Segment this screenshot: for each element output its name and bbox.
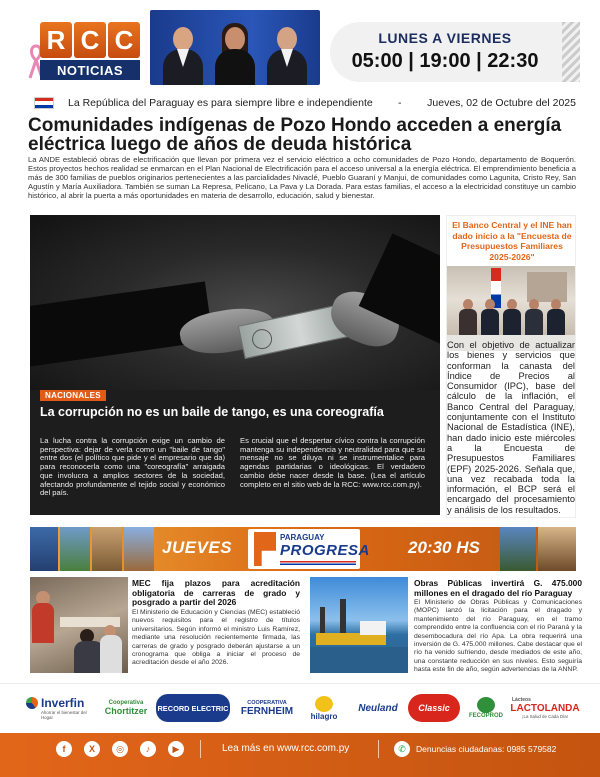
sponsor-inverfin-sub: Ahorrar el bienestar del Hogar (41, 710, 87, 720)
sponsor-fernheim[interactable] (236, 694, 298, 722)
rcc-logo[interactable] (28, 18, 146, 84)
tagline-separator: - (398, 97, 402, 109)
sponsor-hilagro-name: hilagro (310, 711, 338, 721)
news-title[interactable]: Obras Públicas invertirá G. 475.000 millones en el dragado del río Paraguay (414, 578, 582, 598)
sponsor-lactolanda-sub: ¡La Salud de Cada Día! (522, 714, 568, 719)
schedule-days: LUNES A VIERNES (378, 30, 512, 46)
tiktok-icon[interactable]: ♪ (140, 741, 156, 757)
progresa-name: PROGRESA (280, 542, 370, 559)
stripes-decoration (562, 22, 580, 82)
news-text: El Ministerio de Obras Públicas y Comunicaciones (MOPC) lanzó la licitación para el dragado y mantenimiento del río Paraguay, en el tramo comprendido entre la confluencia con el río Paraná y la desembocadura del río Apa. La obra requerirá una inversión de G. 475.000 millones. Cabe destacar que el río ha venido sufriendo, desde mediados de este año, una constante reducción en sus niveles. Esto seguiría hasta este fin de año, según advertencias de la ANNP. (414, 599, 582, 674)
host-figure (212, 23, 258, 85)
sponsor-inverfin[interactable] (26, 694, 94, 722)
sponsor-lactolanda-top: Lácteos (512, 697, 531, 703)
logo-noticias: NOTICIAS (40, 60, 140, 80)
feature-title[interactable]: La corrupción no es un baile de tango, es una coreografía (40, 405, 384, 419)
sponsor-fecoprod[interactable] (466, 694, 506, 722)
news-item[interactable] (30, 577, 300, 677)
complaints-line[interactable]: Denuncias ciudadanas: 0985 579582 (416, 744, 557, 754)
sponsors-strip (0, 683, 600, 731)
logo-letter: R (40, 22, 72, 58)
corruption-photo (30, 215, 440, 390)
dredging-photo (310, 577, 408, 673)
sponsor-chortitzer[interactable] (100, 694, 152, 722)
classroom-photo (30, 577, 128, 673)
main-lead: La ANDE estableció obras de electrificación que llevan por primera vez el servicio eléctrico a ocho comunidades de Pozo Hondo, departamento de Boquerón. Estos proyectos hechos realidad se enmarcan en el Plan Nacional de Electrificación para el acceso universal a la energía eléctrica. El emprendimiento beneficia a más de 300 familias de pueblos originarios pertenecientes a las parcialidades Nivaclé, Pueblo Guaraní y Manjui, de comunidades como Lagunita, Cristo Rey, San Agustín y María Auxiliadora. También se suman La Represa, Pelícano, La Pava y La Dorada. Para estas familias, el acceso a la electricidad constituye un cambio histórico, al abrir la puerta a más oportunidades en materia de desarrollo, educación, salud y bienestar. (28, 155, 576, 200)
schedule-hours: 05:00 | 19:00 | 22:30 (351, 50, 539, 72)
progresa-logo (248, 529, 370, 569)
sponsor-fernheim-name: FERNHEIM (240, 705, 294, 717)
banner-day: JUEVES (162, 538, 233, 557)
side-article[interactable] (446, 215, 576, 518)
sponsor-record[interactable]: RECORD ELECTRIC (156, 694, 230, 722)
side-title[interactable]: El Banco Central y el INE han dado inicio a la "Encuesta de Presupuestos Familiares 2025-2026" (452, 220, 572, 262)
read-more-link[interactable]: Lea más en www.rcc.com.py (222, 743, 350, 754)
sponsor-fecoprod-name: FECOPROD (468, 713, 503, 719)
feature-column-1: La lucha contra la corrupción exige un cambio de perspectiva: dejar de verla como un "baile de tango" entre dos (el político que pide y el empresario que da) para reconocerla como una "coreografía" arraigada que involucra a amplios sectores de la sociedad, afectando profundamente el tejido social y económico del país. (40, 436, 225, 498)
whatsapp-icon[interactable]: ✆ (394, 741, 410, 757)
paraguay-progresa-banner[interactable] (30, 527, 576, 571)
sponsor-classic[interactable]: Classic (408, 694, 460, 722)
host-figure (264, 23, 310, 85)
progresa-top: PARAGUAY (280, 533, 325, 542)
sponsor-lactolanda-name: LACTOLANDA (510, 703, 580, 714)
logo-letters (40, 22, 140, 58)
tagline-bar (28, 94, 576, 112)
news-item[interactable] (310, 577, 580, 677)
header (0, 0, 600, 90)
logo-letter: C (108, 22, 140, 58)
footer (0, 733, 600, 777)
youtube-icon[interactable]: ▶ (168, 741, 184, 757)
sponsor-chortitzer-top: Cooperativa (108, 700, 144, 706)
x-twitter-icon[interactable]: X (84, 741, 100, 757)
footer-divider (200, 740, 201, 758)
sponsor-chortitzer-name: Chortitzer (104, 706, 148, 716)
footer-divider (378, 740, 379, 758)
side-text: Con el objetivo de actualizar los bienes y servicios que conforman la canasta del Índice de Precios al Consumidor (IPC), base del cálculo de la inflación, el Banco Central del Paraguay, conjuntamente con el Instituto Nacional de Estadística (INE), han dado inicio este miércoles a la Encuesta de Presupuestos Familiares (EPF) 2025-2026. Señala que, una vez recabada toda la información, el BCP será el encargado del procesamiento y análisis de los resultados. (447, 340, 575, 515)
hosts-photo (150, 10, 320, 85)
news-title[interactable]: MEC fija plazos para acreditación obligatoria de carreras de grado y posgrado a partir del 2026 (132, 578, 300, 608)
sponsor-inverfin-name: Inverfin (41, 696, 85, 710)
news-text: El Ministerio de Educación y Ciencias (MEC) estableció nuevos requisitos para el registro de títulos universitarios. Según informó el ministro Luis Ramírez, mediante una resolución recientemente firmada, las carreras de grado y posgrado deberán ajustarse a un cronograma que obliga a iniciar el proceso de acreditación desde el año 2026. (132, 609, 300, 667)
host-figure (160, 23, 206, 85)
category-badge[interactable]: NACIONALES (40, 390, 106, 401)
sponsor-fernheim-top: COOPERATIVA (247, 699, 287, 706)
facebook-icon[interactable]: f (56, 741, 72, 757)
sponsor-hilagro[interactable] (304, 694, 344, 722)
motto: La República del Paraguay es para siempre libre e independiente (68, 97, 373, 109)
bcp-meeting-photo (447, 266, 575, 351)
sponsor-lactolanda[interactable] (512, 694, 578, 722)
instagram-icon[interactable]: ◎ (112, 741, 128, 757)
sponsor-neuland[interactable]: Neuland (358, 702, 398, 714)
banner-hour: 20:30 HS (408, 538, 480, 557)
schedule-box (330, 22, 580, 82)
main-headline[interactable]: Comunidades indígenas de Pozo Hondo acceden a energía eléctrica luego de años de deuda histórica (28, 115, 562, 155)
feature-column-2: Es crucial que el despertar cívico contra la corrupción mantenga su independencia y neutralidad para que su mensaje no se diluya ni se instrumentalice para agendas partidarias o ideológicas. El verdadero cambio debe nacer desde la base. (Lea el artículo completo en el sitio web de la RCC: www.rcc.com.py). (240, 436, 425, 489)
logo-letter: C (74, 22, 106, 58)
paraguay-flag-icon (34, 97, 54, 109)
edition-date: Jueves, 02 de Octubre del 2025 (427, 97, 576, 109)
